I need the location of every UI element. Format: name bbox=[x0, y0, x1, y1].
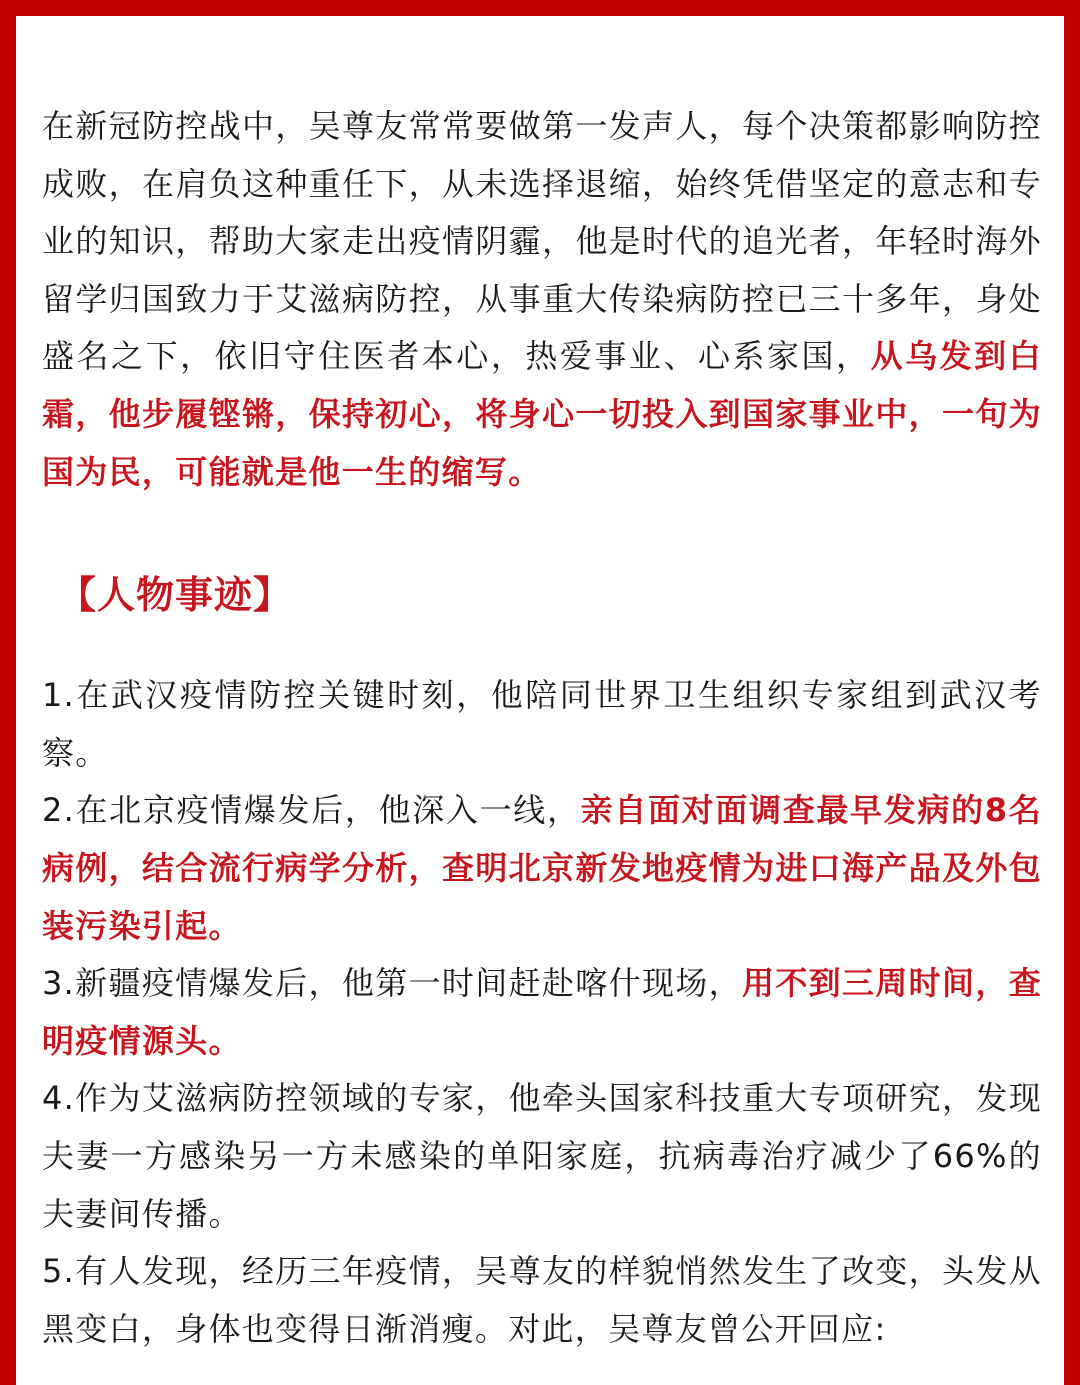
list-item bbox=[42, 1243, 1042, 1358]
intro-paragraph bbox=[42, 98, 1042, 501]
item-highlight-text: 用不到三周时间，查明疫情源头。 bbox=[42, 964, 1043, 1060]
item-highlight-text: 亲自面对面调查最早发病的8名病例，结合流行病学分析，查明北京新发地疫情为进口海产品及外包装污染引起。 bbox=[42, 791, 1042, 945]
item-text: 4.作为艾滋病防控领域的专家，他牵头国家科技重大专项研究，发现夫妻一方感染另一方未感染的单阳家庭，抗病毒治疗减少了66%的夫妻间传播。 bbox=[42, 1079, 1042, 1233]
list-item bbox=[42, 1070, 1042, 1243]
section-title: 【人物事迹】 bbox=[58, 573, 293, 618]
item-text: 3.新疆疫情爆发后，他第一时间赶赴喀什现场， bbox=[42, 964, 742, 1003]
item-text: 1.在武汉疫情防控关键时刻，他陪同世界卫生组织专家组到武汉考察。 bbox=[42, 676, 1042, 772]
article-body bbox=[42, 98, 1042, 1358]
item-text: 5.有人发现，经历三年疫情，吴尊友的样貌悄然发生了改变，头发从黑变白，身体也变得日渐消瘦。对此，吴尊友曾公开回应: bbox=[42, 1252, 1042, 1348]
list-item bbox=[42, 782, 1042, 955]
intro-text: 在新冠防控战中，吴尊友常常要做第一发声人，每个决策都影响防控成败，在肩负这种重任下，从未选择退缩，始终凭借坚定的意志和专业的知识，帮助大家走出疫情阴霾，他是时代的追光者，年轻时海外留学归国致力于艾滋病防控，从事重大传染病防控已三十多年，身处盛名之下，依旧守住医者本心，热爱事业、心系家国， bbox=[42, 107, 1042, 376]
intro-highlight-text: 从乌发到白霜，他步履铿锵，保持初心，将身心一切投入到国家事业中，一句为国为民，可能就是他一生的缩写。 bbox=[42, 337, 1042, 491]
item-text: 2.在北京疫情爆发后，他深入一线， bbox=[42, 791, 581, 830]
deeds-list bbox=[42, 667, 1042, 1358]
list-item bbox=[42, 667, 1042, 782]
list-item bbox=[42, 955, 1042, 1070]
